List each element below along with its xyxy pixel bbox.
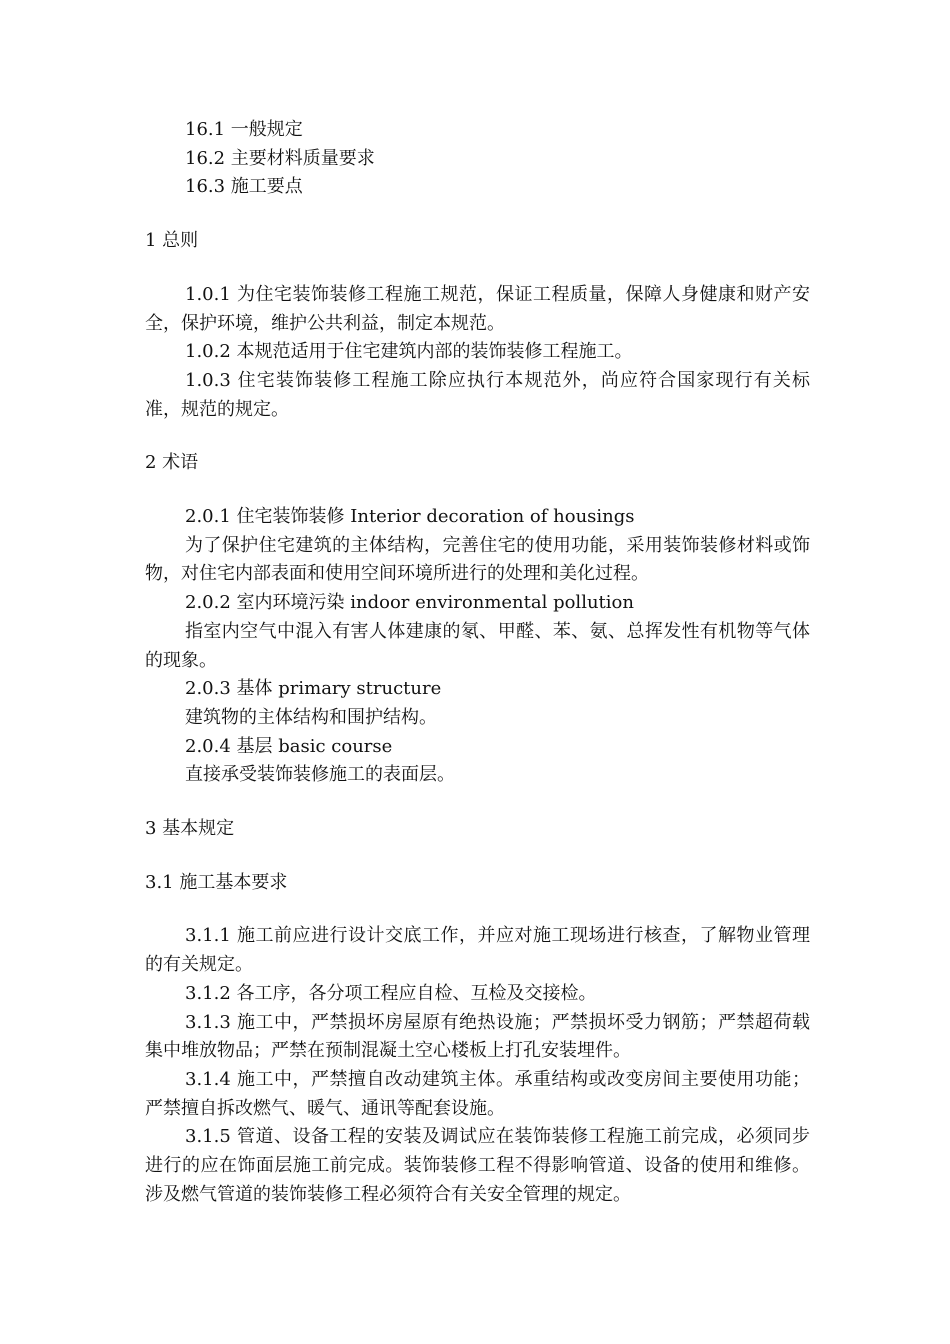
term-title: 2.0.4 基层 basic course [185,735,393,757]
term-definition: 为了保护住宅建筑的主体结构，完善住宅的使用功能，采用装饰装修材料或饰物，对住宅内部表面和使用空间环境所进行的处理和美化过程。 [145,534,810,585]
term-title: 2.0.1 住宅装饰装修 Interior decoration of housings [185,506,635,528]
toc-list [145,116,810,202]
term-definition: 直接承受装饰装修施工的表面层。 [185,764,455,786]
section-heading: 2 术语 [145,452,199,474]
term-title: 2.0.2 室内环境污染 indoor environmental pollution [185,592,634,614]
term-definition: 建筑物的主体结构和围护结构。 [185,706,437,728]
section-general [145,227,810,424]
section-heading: 1 总则 [145,230,199,252]
clause-paragraph: 3.1.5 管道、设备工程的安装及调试应在装饰装修工程施工前完成，必须同步进行的应在饰面层施工前完成。装饰装修工程不得影响管道、设备的使用和维修。涉及燃气管道的装饰装修工程必须符合有关安全管理的规定。 [145,1126,810,1205]
clause-paragraph: 1.0.2 本规范适用于住宅建筑内部的装饰装修工程施工。 [185,341,633,363]
section-terms [145,449,810,790]
term-definition: 指室内空气中混入有害人体建康的氡、甲醛、苯、氨、总挥发性有机物等气体的现象。 [145,620,810,671]
subsection-heading: 3.1 施工基本要求 [145,871,288,893]
section-basic-rules [145,815,810,1209]
clause-paragraph: 1.0.3 住宅装饰装修工程施工除应执行本规范外，尚应符合国家现行有关标准，规范的规定。 [145,369,810,420]
clause-paragraph: 3.1.1 施工前应进行设计交底工作，并应对施工现场进行核查，了解物业管理的有关规定。 [145,925,810,976]
toc-item: 16.1 一般规定 [185,119,303,140]
toc-item: 16.2 主要材料质量要求 [185,147,375,169]
clause-paragraph: 1.0.1 为住宅装饰装修工程施工规范，保证工程质量，保障人身健康和财产安全，保护环境，维护公共利益，制定本规范。 [145,283,810,334]
clause-paragraph: 3.1.4 施工中，严禁擅自改动建筑主体。承重结构或改变房间主要使用功能；严禁擅自拆改燃气、暖气、通讯等配套设施。 [145,1068,810,1119]
clause-paragraph: 3.1.3 施工中，严禁损坏房屋原有绝热设施；严禁损坏受力钢筋；严禁超荷载集中堆放物品；严禁在预制混凝土空心楼板上打孔安装埋件。 [145,1011,810,1062]
term-title: 2.0.3 基体 primary structure [185,678,442,700]
document-page [145,116,810,1210]
toc-item: 16.3 施工要点 [185,176,303,198]
clause-paragraph: 3.1.2 各工序，各分项工程应自检、互检及交接检。 [185,982,597,1004]
section-heading: 3 基本规定 [145,818,235,840]
